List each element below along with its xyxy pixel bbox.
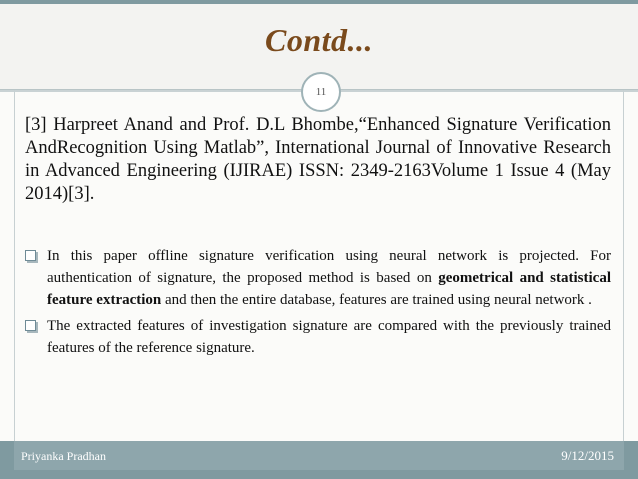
slide-number: 11 <box>301 72 341 112</box>
top-stripe <box>0 0 638 4</box>
list-item <box>25 245 611 311</box>
bullet-text: In this paper offline signature verification using neural network is projected. For authentication of signature, the proposed method is based on <box>47 248 611 286</box>
footer-author: Priyanka Pradhan <box>21 449 106 463</box>
reference-paragraph: [3] Harpreet Anand and Prof. D.L Bhombe,“Enhanced Signature Verification AndRecognition Using Matlab”, International Journal of Innovative Research in Advanced Engineering (IJIRAE) ISSN: 2349-2163Volume 1 Issue 4 (May 2014)[3]. <box>25 115 611 204</box>
checkbox-bullet-icon <box>25 250 36 261</box>
right-divider <box>623 90 624 450</box>
bullet-text: The extracted features of investigation signature are compared with the previously trained features of the reference signature. <box>47 318 611 356</box>
slide-title: Contd... <box>264 22 374 58</box>
bullet-text-end: and then the entire database, features are trained using neural network . <box>161 292 592 308</box>
checkbox-bullet-icon <box>25 320 36 331</box>
bullet-bold-text: geometrical and statistical feature extraction <box>47 270 611 308</box>
left-divider <box>14 90 15 450</box>
bullet-list <box>25 245 611 363</box>
list-item <box>25 315 611 359</box>
footer-date: 9/12/2015 <box>561 448 614 463</box>
